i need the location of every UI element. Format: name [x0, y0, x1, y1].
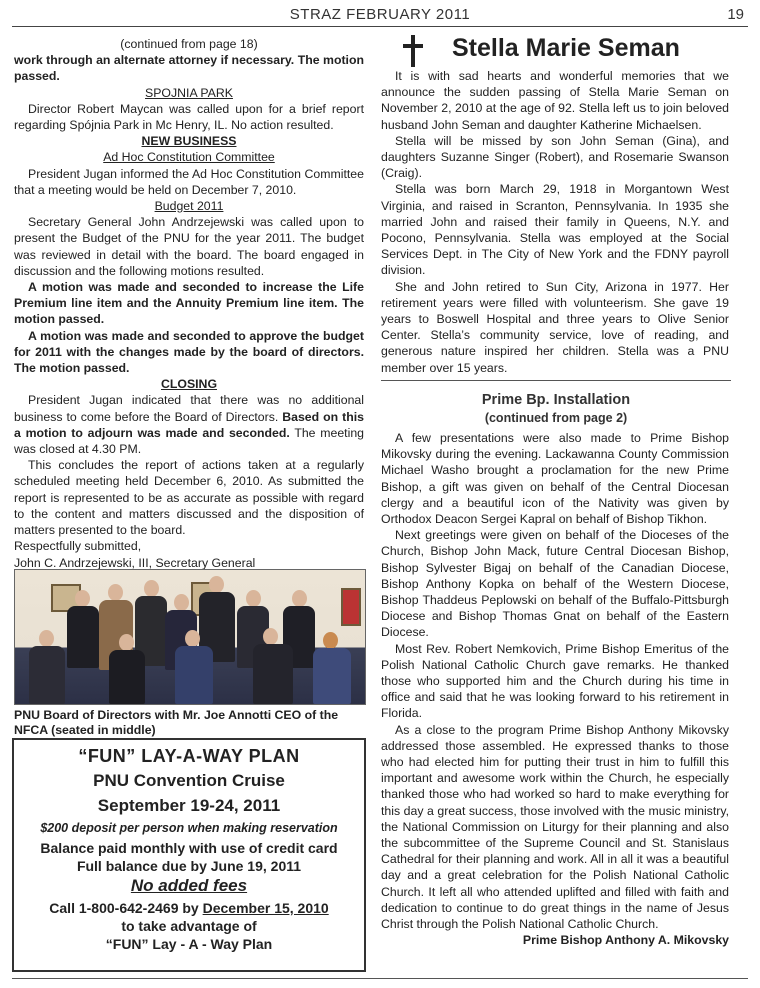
installation-paragraph: Most Rev. Robert Nemkovich, Prime Bishop Emeritus of the Polish National Catholic Church gave remarks. He thanked those who supported him and the Church during his time in office and said that he was looking forward to his retirement in Florida.	[381, 641, 729, 721]
publication-title: STRAZ FEBRUARY 2011	[289, 6, 471, 23]
budget-paragraph: Secretary General John Andrzejewski was called upon to present the Budget of the PNU for the year 2011. The budget was reviewed in detail with the board. The board engaged in discussion and the following motions resulted.	[14, 215, 364, 278]
motion-approve-budget: A motion was made and seconded to approve the budget for 2011 with the changes made by the board of directors. The motion passed.	[14, 328, 364, 376]
budget-heading: Budget 2011	[154, 199, 224, 214]
obituary-paragraph: She and John retired to Sun City, Arizona in 1977. Her retirement years were filled with volunteerism. She gave 19 years to Boswell Hospital and three years to Olive Senior Center. Stella’s community service, love of reading, and generous nature inspired her children. Stella was a PNU member over 15 years.	[381, 279, 729, 375]
motion-life-premium: A motion was made and seconded to increase the Life Premium line item and the Annuity Premium line item. The motion passed.	[14, 280, 364, 327]
left-column	[14, 36, 364, 571]
promo-plan-name: “FUN” Lay - A - Way Plan	[105, 936, 273, 952]
promo-call-line	[14, 900, 364, 916]
page-header	[12, 4, 748, 26]
cruise-promo-box	[12, 738, 366, 972]
spojnia-paragraph: Director Robert Maycan was called upon for a brief report regarding Spójnia Park in Mc Henry, IL. No action resulted.	[14, 101, 364, 133]
page-number: 19	[727, 6, 744, 23]
promo-phone[interactable]: Call 1-800-642-2469 by	[49, 900, 203, 916]
obituary-paragraph: Stella will be missed by son John Seman (Gina), and daughters Suzanne Singer (Robert), and Rosemarie Swanson (Craig).	[381, 133, 729, 181]
installation-paragraph: As a close to the program Prime Bishop Anthony Mikovsky addressed those assembled. He expressed thanks to those who had elected him for putting their trust in him to fulfill this important and awesome work within the Church, he especially thanked those who had worked so hard to make everything for this day a great success, those involved with the music ministry, the National Commission on Liturgy for their planning and also the subcommittee of the Supreme Council and St. Stanislaus Cathedral for their planning and work. All in all it was a beautiful day and a great celebration for the Polish National Catholic Church. It left all who attended uplifted and filled with faith and dedication to continue to do great things in the name of Jesus Christ through the Polish National Catholic Church.	[381, 722, 729, 932]
installation-title: Prime Bp. Installation	[481, 392, 631, 408]
ad-hoc-heading: Ad Hoc Constitution Committee	[103, 150, 275, 165]
closing-heading: CLOSING	[160, 377, 218, 392]
installation-continued: (continued from page 2)	[484, 411, 628, 425]
promo-balance: Balance paid monthly with use of credit card	[40, 840, 338, 856]
promo-deadline: December 15, 2010	[202, 900, 329, 916]
promo-take-advantage: to take advantage of	[121, 918, 257, 934]
installation-byline: Prime Bishop Anthony A. Mikovsky	[522, 933, 729, 948]
closing-adjourn-motion: Based on this a motion to adjourn was made and seconded.	[14, 409, 364, 440]
promo-deposit: $200 deposit per person when making reservation	[40, 821, 338, 835]
concludes-paragraph: This concludes the report of actions taken at a regularly scheduled meeting held December 6, 2010. As submitted the report is represented to be as accurate as possible with regard to the content and matters discussed and the disposition of matters presented to the board.	[14, 458, 364, 538]
closing-text-2: The meeting was closed at 4.30 PM.	[14, 425, 364, 457]
header-divider	[12, 26, 748, 27]
obituary-paragraph: It is with sad hearts and wonderful memories that we announce the sudden passing of Stella Marie Seman on November 2, 2010 at the age of 92. Stella left us to join beloved husband John Seman and daughter Katherine Michaelsen.	[381, 69, 729, 132]
promo-headline: “FUN” LAY-A-WAY PLAN	[78, 746, 300, 766]
obituary-column	[381, 68, 729, 376]
promo-cruise-name: PNU Convention Cruise	[93, 771, 285, 790]
signature-line: John C. Andrzejewski, III, Secretary General	[14, 555, 256, 570]
closing-text-1: President Jugan indicated that there was no additional business to come before the Board of Directors.	[14, 393, 364, 424]
obituary-paragraph: Stella was born March 29, 1918 in Morgantown West Virginia, and raised in Scranton, Pennsylvania. In 1935 she married John and raised their family in Queens, N.Y. and Pocono, Pennsylvania. Stella was employed at the Social Services Dept. in The City of New York and the FDNY payroll division.	[381, 182, 729, 278]
obituary-title: Stella Marie Seman	[452, 34, 680, 62]
motion-alternate-attorney: work through an alternate attorney if necessary. The motion passed.	[14, 53, 364, 84]
ad-hoc-paragraph: President Jugan informed the Ad Hoc Constitution Committee that a meeting would be held on December 7, 2010.	[14, 166, 364, 197]
closing-paragraph	[14, 392, 364, 457]
installation-column	[381, 430, 729, 949]
installation-paragraph: Next greetings were given on behalf of the Dioceses of the Church, Bishop John Mack, future Central Diocesan Bishop, Bishop Sylvester Bigaj on behalf of the Canadian Diocese, Bishop Anthony Kopka on behalf of the Western Diocese, Bishop Thaddeus Peplowski on behalf of the Buffalo-Pittsburgh Diocese and Bishop Thomas Gnat on behalf of the Eastern Diocese.	[381, 528, 729, 640]
promo-dates: September 19-24, 2011	[97, 796, 281, 815]
new-business-heading: NEW BUSINESS	[141, 134, 237, 149]
photo-caption: PNU Board of Directors with Mr. Joe Annotti CEO of the NFCA (seated in middle)	[14, 708, 339, 737]
promo-no-fees: No added fees	[130, 876, 248, 895]
spojnia-heading: SPOJNIA PARK	[145, 85, 233, 100]
promo-due-date: Full balance due by June 19, 2011	[76, 858, 302, 874]
fire-extinguisher-box	[341, 588, 361, 626]
section-divider	[381, 380, 731, 381]
footer-divider	[12, 978, 748, 979]
board-photo	[14, 569, 366, 705]
respectfully-submitted: Respectfully submitted,	[14, 539, 142, 554]
cross-icon	[400, 35, 426, 67]
installation-paragraph: A few presentations were also made to Prime Bishop Mikovsky during the evening. Lackawanna County Commission Michael Washo brought a proclamation for the new Prime Bishop, a gift was given on behalf of the Central Diocesan clergy and a beautiful icon of the Nativity was given by Orthodox Deacon Sergei Kapral on behalf of Bishop Tikhon.	[381, 431, 729, 527]
continued-note: (continued from page 18)	[120, 37, 258, 51]
